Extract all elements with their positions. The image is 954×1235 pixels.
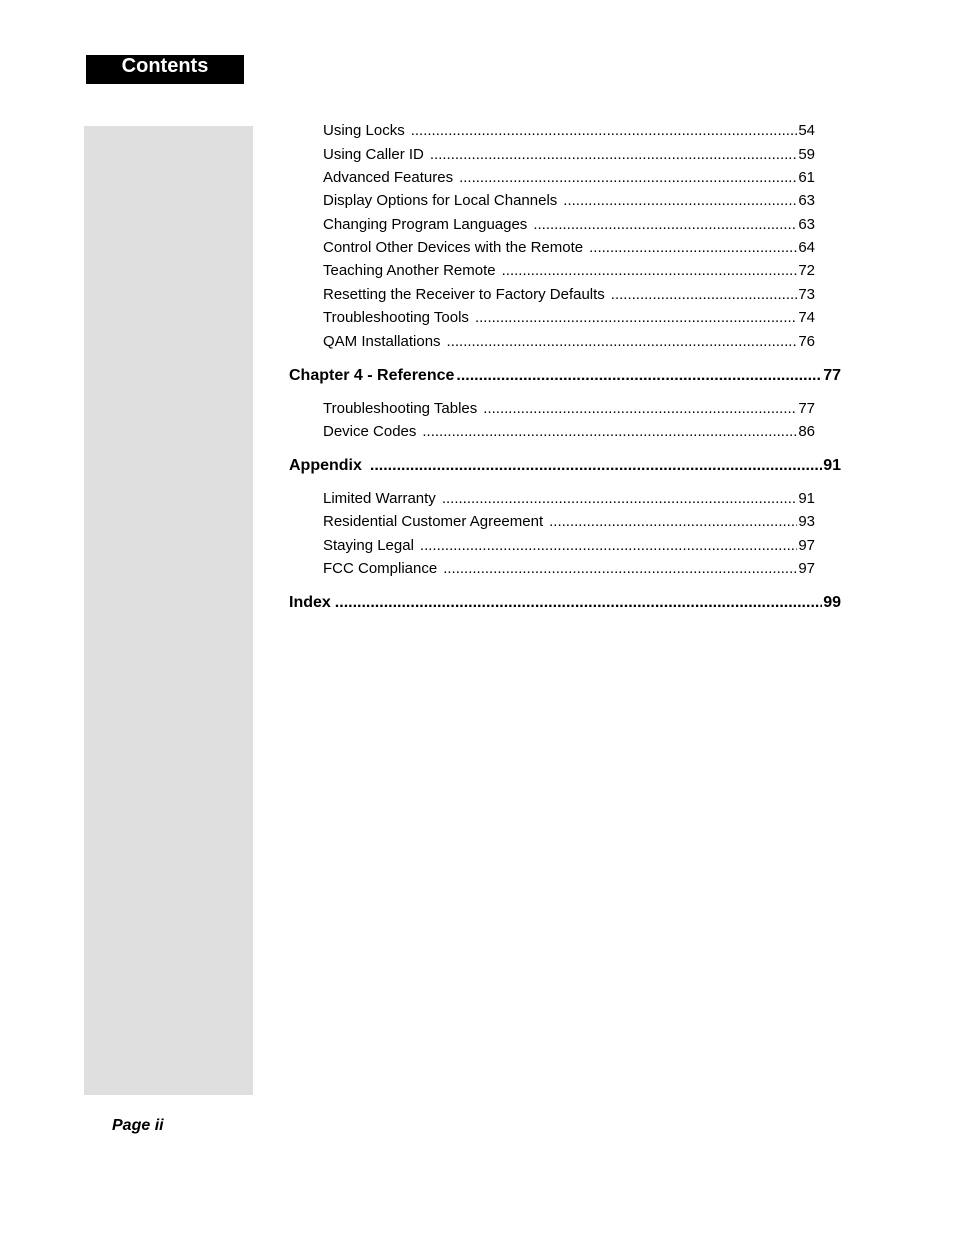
toc-entry-limited-warranty[interactable] — [323, 489, 815, 509]
dot-leader — [430, 145, 797, 165]
toc-index[interactable] — [289, 592, 841, 614]
toc-entry-label: Device Codes — [323, 423, 417, 440]
toc-entry-label: Resetting the Receiver to Factory Defaults — [323, 286, 605, 303]
dot-leader — [589, 238, 797, 258]
dot-leader — [447, 332, 798, 352]
toc-entry-page: 76 — [798, 333, 815, 350]
dot-leader — [475, 308, 797, 328]
dot-leader — [502, 261, 798, 281]
toc-chapter-label: Appendix — [289, 457, 362, 474]
toc-entry-label: Using Locks — [323, 122, 405, 139]
toc-entry-customer-agreement[interactable] — [323, 512, 815, 532]
toc-entry-page: 91 — [798, 490, 815, 507]
toc-entry-advanced-features[interactable] — [323, 168, 815, 188]
dot-leader — [411, 121, 798, 141]
toc-entry-page: 63 — [798, 216, 815, 233]
page-number: Page ii — [112, 1117, 164, 1134]
dot-leader — [549, 512, 797, 532]
toc-entry-label: Changing Program Languages — [323, 216, 528, 233]
toc-entry-label: Troubleshooting Tables — [323, 400, 478, 417]
toc-chapter-page: 91 — [823, 457, 841, 474]
contents-title: Contents — [121, 55, 209, 77]
toc-entry-label: Teaching Another Remote — [323, 262, 496, 279]
toc-entry-page: 63 — [798, 192, 815, 209]
toc-entry-program-languages[interactable] — [323, 215, 815, 235]
toc-entry-page: 93 — [798, 513, 815, 530]
toc-entry-display-options[interactable] — [323, 191, 815, 211]
toc-entry-page: 97 — [798, 537, 815, 554]
toc-entry-label: Display Options for Local Channels — [323, 192, 558, 209]
toc-chapter-page: 99 — [823, 594, 841, 611]
toc-entry-page: 54 — [798, 122, 815, 139]
dot-leader — [422, 422, 797, 442]
toc-entry-page: 64 — [798, 239, 815, 256]
toc-entry-device-codes[interactable] — [323, 422, 815, 442]
toc-appendix[interactable] — [289, 455, 841, 477]
toc-entry-page: 59 — [798, 146, 815, 163]
toc-chapter-page: 77 — [823, 367, 841, 384]
dot-leader — [456, 365, 822, 387]
toc-chapter-label: Index — [289, 594, 331, 611]
toc-entry-using-caller-id[interactable] — [323, 145, 815, 165]
toc-entry-page: 72 — [798, 262, 815, 279]
toc-entry-page: 77 — [798, 400, 815, 417]
toc-entry-resetting-receiver[interactable] — [323, 285, 815, 305]
toc-entry-page: 73 — [798, 286, 815, 303]
toc-entry-label: FCC Compliance — [323, 560, 438, 577]
toc-entry-label: Residential Customer Agreement — [323, 513, 544, 530]
toc-entry-page: 74 — [798, 309, 815, 326]
toc-entry-troubleshooting-tables[interactable] — [323, 399, 815, 419]
dot-leader — [563, 191, 797, 211]
toc-entry-fcc-compliance[interactable] — [323, 559, 815, 579]
toc-entry-label: QAM Installations — [323, 333, 441, 350]
dot-leader — [420, 536, 797, 556]
toc-entry-label: Using Caller ID — [323, 146, 424, 163]
dot-leader — [442, 489, 798, 509]
toc-entry-page: 97 — [798, 560, 815, 577]
toc-entry-label: Control Other Devices with the Remote — [323, 239, 584, 256]
dot-leader — [443, 559, 797, 579]
dot-leader — [483, 399, 797, 419]
toc-entry-label: Staying Legal — [323, 537, 414, 554]
toc-entry-label: Limited Warranty — [323, 490, 436, 507]
toc-entry-troubleshooting-tools[interactable] — [323, 308, 815, 328]
toc-entry-label: Advanced Features — [323, 169, 454, 186]
dot-leader — [459, 168, 797, 188]
toc-entry-control-other-devices[interactable] — [323, 238, 815, 258]
toc-chapter-label: Chapter 4 - Reference — [289, 367, 455, 384]
dot-leader — [370, 455, 822, 477]
toc-chapter-4-reference[interactable] — [289, 365, 841, 387]
dot-leader — [335, 592, 822, 614]
toc-entry-teaching-another-remote[interactable] — [323, 261, 815, 281]
toc-entry-page: 61 — [798, 169, 815, 186]
dot-leader — [533, 215, 797, 235]
toc-entry-qam-installations[interactable] — [323, 332, 815, 352]
toc-entry-page: 86 — [798, 423, 815, 440]
dot-leader — [611, 285, 798, 305]
toc-entry-label: Troubleshooting Tools — [323, 309, 469, 326]
toc-entry-using-locks[interactable] — [323, 121, 815, 141]
toc-entry-staying-legal[interactable] — [323, 536, 815, 556]
